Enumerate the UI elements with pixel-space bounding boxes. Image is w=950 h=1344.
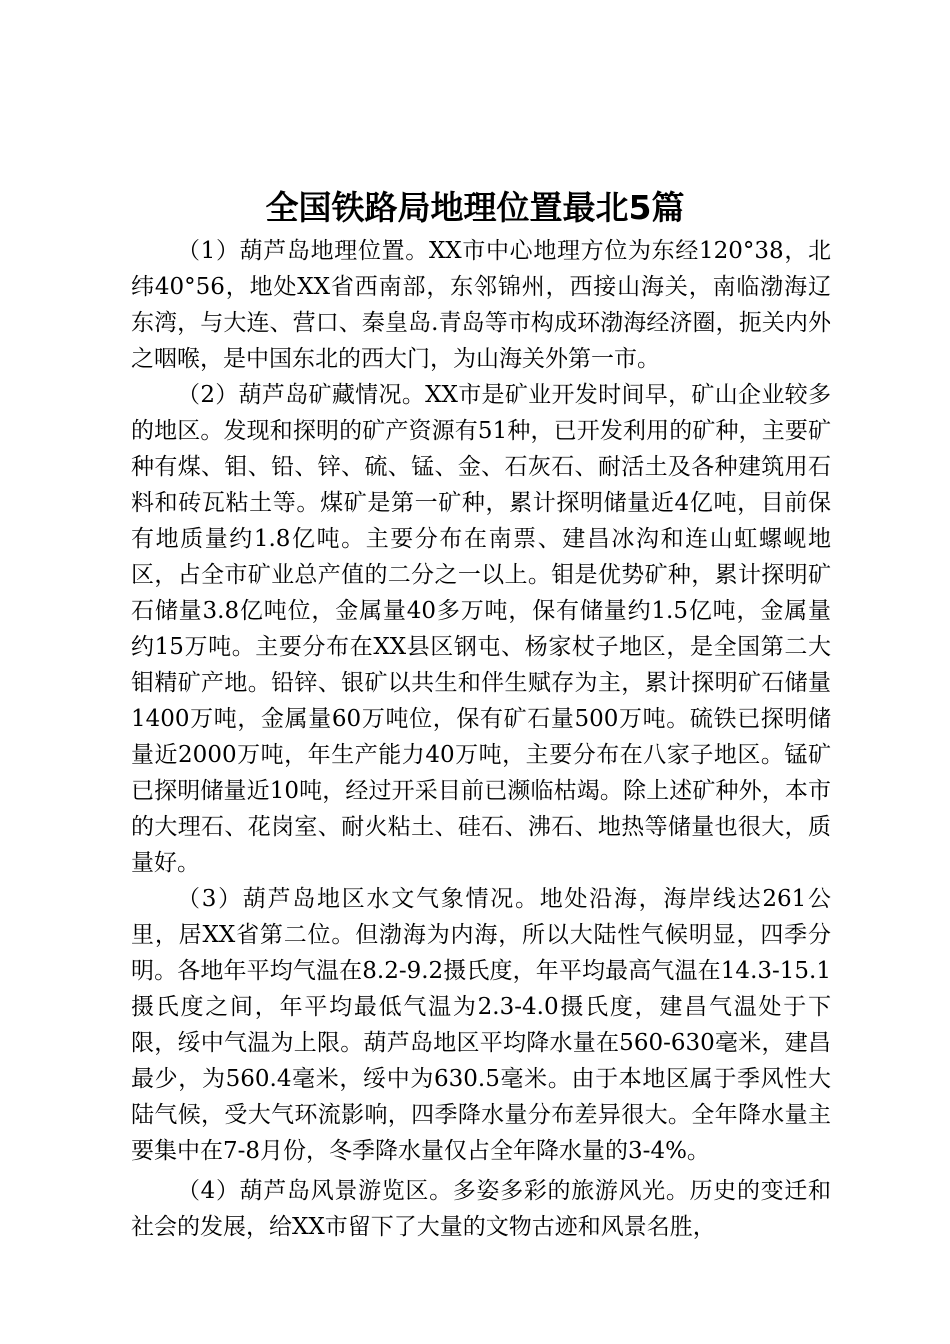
paragraph-climate: （3）葫芦岛地区水文气象情况。地处沿海，海岸线达261公里，居XX省第二位。但渤海为内海，所以大陆性气候明显，四季分明。各地年平均气温在8.2-9.2摄氏度，年平均最高气温在14.3-15.1摄氏度之间，年平均最低气温为2.3-4.0摄氏度，建昌气温处于下限，绥中气温为上限。葫芦岛地区平均降水量在560-630毫米，建昌最少，为560.4毫米，绥中为630.5毫米。由于本地区属于季风性大陆气候，受大气环流影响，四季降水量分布差异很大。全年降水量主要集中在7-8月份，冬季降水量仅占全年降水量的3-4%。 [131,886,831,1164]
document-body [131,233,831,1245]
paragraph-minerals: （2）葫芦岛矿藏情况。XX市是矿业开发时间早，矿山企业较多的地区。发现和探明的矿产资源有51种，已开发利用的矿种，主要矿种有煤、钼、铅、锌、硫、锰、金、石灰石、耐活土及各种建筑用石料和砖瓦粘土等。煤矿是第一矿种，累计探明储量近4亿吨，目前保有地质量约1.8亿吨。主要分布在南票、建昌冰沟和连山虹螺岘地区，占全市矿业总产值的二分之一以上。钼是优势矿种，累计探明矿石储量3.8亿吨位，金属量40多万吨，保有储量约1.5亿吨，金属量约15万吨。主要分布在XX县区钢屯、杨家杖子地区，是全国第二大钼精矿产地。铅锌、银矿以共生和伴生赋存为主，累计探明矿石储量1400万吨，金属量60万吨位，保有矿石量500万吨。硫铁已探明储量近2000万吨，年生产能力40万吨，主要分布在八家子地区。锰矿已探明储量近10吨，经过开采目前已濒临枯竭。除上述矿种外，本市的大理石、花岗室、耐火粘土、硅石、沸石、地热等储量也很大，质量好。 [131,382,831,876]
paragraph-scenic-areas: （4）葫芦岛风景游览区。多姿多彩的旅游风光。历史的变迁和社会的发展，给XX市留下了大量的文物古迹和风景名胜， [131,1178,831,1240]
document-title: 全国铁路局地理位置最北5篇 [265,188,685,227]
paragraph-geography: （1）葫芦岛地理位置。XX市中心地理方位为东经120°38，北纬40°56，地处XX省西南部，东邻锦州，西接山海关，南临渤海辽东湾，与大连、营口、秦皇岛.青岛等市构成环渤海经济圈，扼关内外之咽喉，是中国东北的西大门，为山海关外第一市。 [131,238,831,372]
